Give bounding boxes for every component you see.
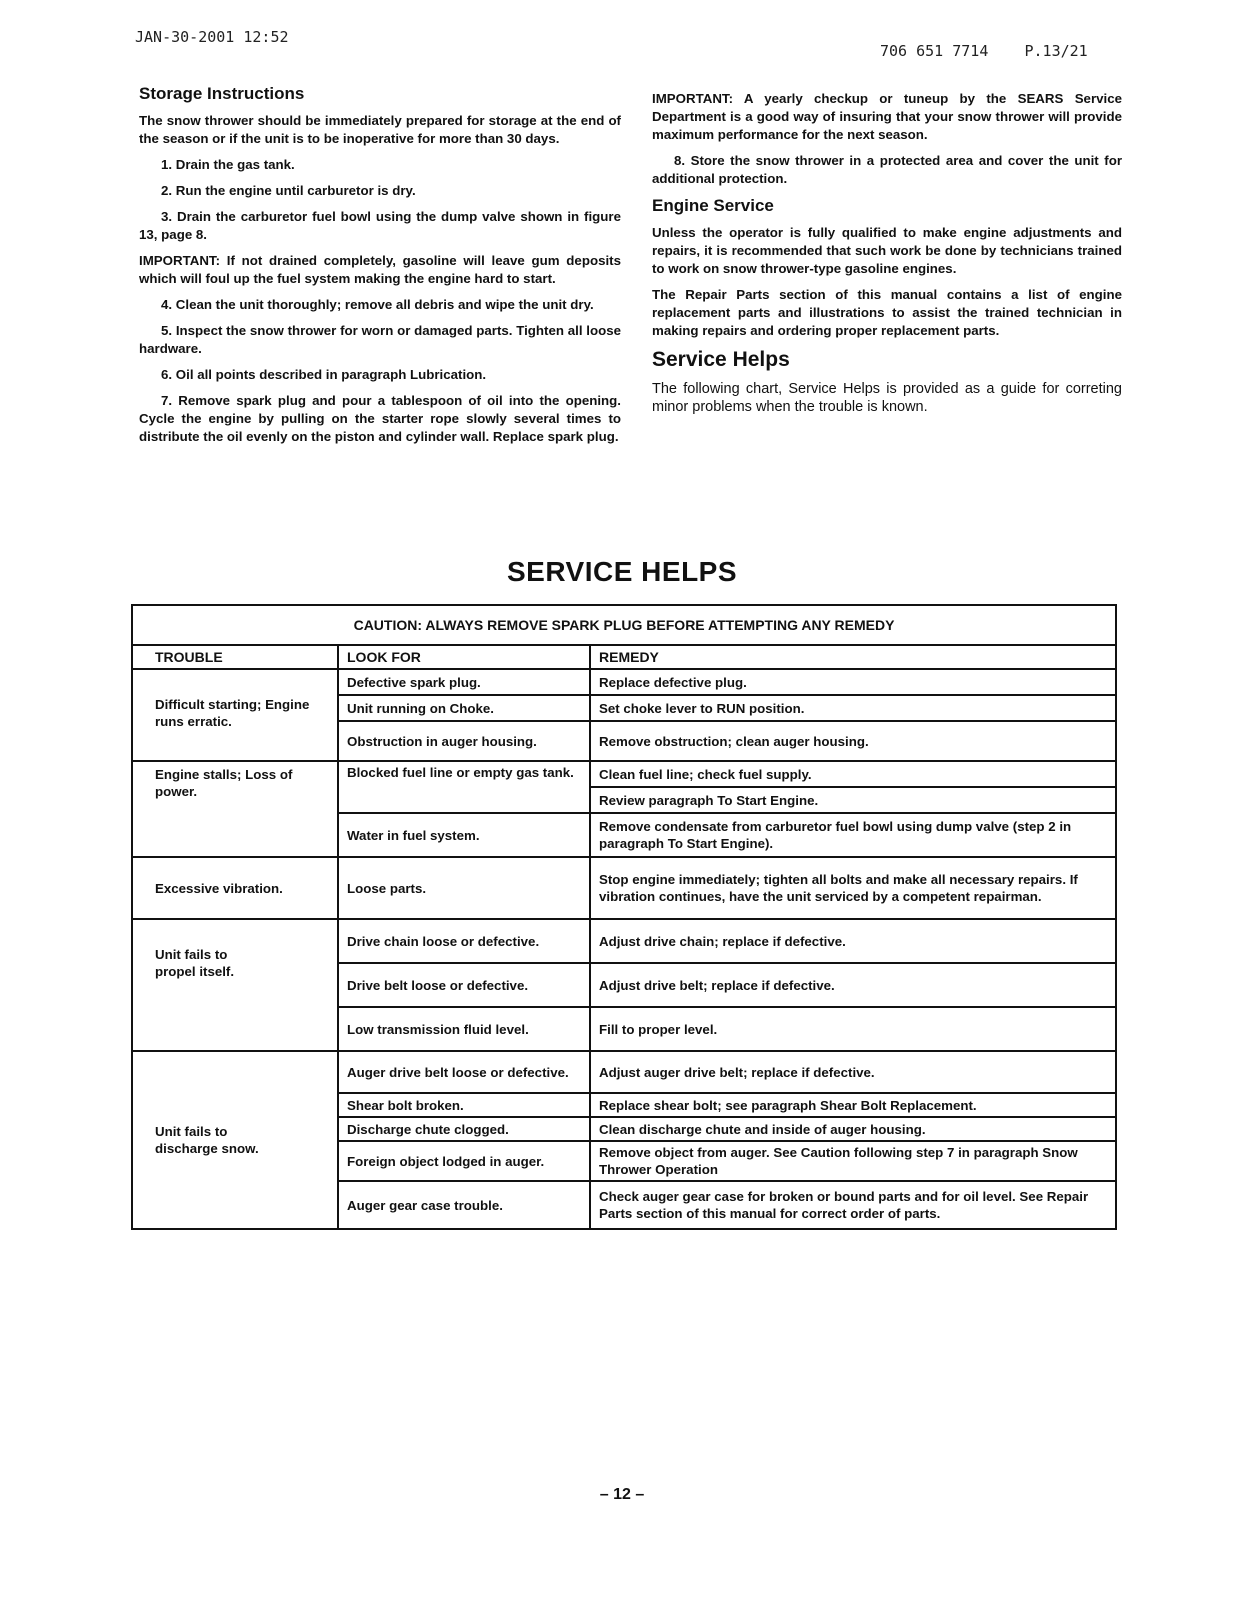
table-row xyxy=(132,669,1116,695)
look-for-cell: Foreign object lodged in auger. xyxy=(338,1141,590,1181)
remedy-cell: Adjust drive chain; replace if defective. xyxy=(590,919,1116,963)
look-for-cell: Auger drive belt loose or defective. xyxy=(338,1051,590,1093)
engine-service-heading: Engine Service xyxy=(652,196,774,215)
trouble-cell: Unit fails to propel itself. xyxy=(132,919,338,1051)
storage-step-2: 2. Run the engine until carburetor is dry. xyxy=(161,183,416,198)
fax-timestamp: JAN-30-2001 12:52 xyxy=(135,28,289,46)
storage-step-6: 6. Oil all points described in paragraph Lubrication. xyxy=(161,367,487,382)
important-label: IMPORTANT: xyxy=(139,253,221,268)
remedy-cell: Adjust auger drive belt; replace if defective. xyxy=(590,1051,1116,1093)
storage-step-8: 8. Store the snow thrower in a protected area and cover the unit for additional protection. xyxy=(652,153,1122,186)
look-for-cell: Water in fuel system. xyxy=(338,813,590,857)
storage-intro: The snow thrower should be immediately prepared for storage at the end of the season or if the unit is to be inoperative for more than 30 days. xyxy=(139,113,621,146)
important-text: A yearly checkup or tuneup by the SEARS Service Department is a good way of insuring that your snow thrower will provide maximum performance for the next season. xyxy=(652,91,1123,142)
trouble-cell: Unit fails to discharge snow. xyxy=(132,1051,338,1229)
remedy-cell: Replace defective plug. xyxy=(590,669,1116,695)
remedy-cell: Adjust drive belt; replace if defective. xyxy=(590,963,1116,1007)
remedy-cell: Check auger gear case for broken or bound parts and for oil level. See Repair Parts section of this manual for correct order of parts. xyxy=(590,1181,1116,1229)
remedy-cell: Remove condensate from carburetor fuel bowl using dump valve (step 2 in paragraph To Start Engine). xyxy=(590,813,1116,857)
remedy-cell: Fill to proper level. xyxy=(590,1007,1116,1051)
engine-service-p1: Unless the operator is fully qualified to make engine adjustments and repairs, it is recommended that such work be done by technicians trained to work on snow thrower-type gasoline engines. xyxy=(652,225,1122,276)
storage-instructions-column xyxy=(139,84,621,454)
remedy-cell: Clean discharge chute and inside of auger housing. xyxy=(590,1117,1116,1141)
right-column xyxy=(652,90,1122,424)
remedy-cell: Remove obstruction; clean auger housing. xyxy=(590,721,1116,761)
fax-phone-page: 706 651 7714 P.13/21 xyxy=(880,42,1088,60)
storage-step-7: 7. Remove spark plug and pour a tablespoon of oil into the opening. Cycle the engine by pulling on the starter rope slowly several times to distribute the oil evenly on the piston and cylinder wall. Replace spark plug. xyxy=(139,393,621,444)
yearly-checkup-note xyxy=(652,90,1122,144)
important-label: IMPORTANT: xyxy=(652,91,734,106)
look-for-cell: Unit running on Choke. xyxy=(338,695,590,721)
table-title: SERVICE HELPS xyxy=(506,556,738,587)
storage-step-4: 4. Clean the unit thoroughly; remove all debris and wipe the unit dry. xyxy=(161,297,594,312)
remedy-cell: Replace shear bolt; see paragraph Shear Bolt Replacement. xyxy=(590,1093,1116,1117)
important-text: If not drained completely, gasoline will leave gum deposits which will foul up the fuel system making the engine hard to start. xyxy=(139,253,621,286)
col-header-trouble: TROUBLE xyxy=(132,645,338,669)
storage-important xyxy=(139,252,621,288)
engine-service-p2: The Repair Parts section of this manual contains a list of engine replacement parts and illustrations to assist the trained technician in making repairs and ordering proper replacement parts. xyxy=(652,287,1122,338)
service-helps-heading: Service Helps xyxy=(652,348,790,371)
service-helps-table xyxy=(131,604,1115,1230)
remedy-cell: Set choke lever to RUN position. xyxy=(590,695,1116,721)
table-row xyxy=(132,857,1116,919)
caution-banner: CAUTION: ALWAYS REMOVE SPARK PLUG BEFORE ATTEMPTING ANY REMEDY xyxy=(132,605,1116,645)
trouble-cell: Difficult starting; Engine runs erratic. xyxy=(132,669,338,761)
page-number: – 12 – xyxy=(599,1486,645,1503)
remedy-cell: Stop engine immediately; tighten all bolts and make all necessary repairs. If vibration continues, have the unit serviced by a competent repairman. xyxy=(590,857,1116,919)
storage-step-5: 5. Inspect the snow thrower for worn or damaged parts. Tighten all loose hardware. xyxy=(139,323,621,356)
trouble-cell: Engine stalls; Loss of power. xyxy=(132,761,338,857)
look-for-cell: Auger gear case trouble. xyxy=(338,1181,590,1229)
table-row xyxy=(132,761,1116,787)
look-for-cell: Drive belt loose or defective. xyxy=(338,963,590,1007)
look-for-cell: Loose parts. xyxy=(338,857,590,919)
remedy-cell: Review paragraph To Start Engine. xyxy=(590,787,1116,813)
look-for-cell: Low transmission fluid level. xyxy=(338,1007,590,1051)
look-for-cell: Obstruction in auger housing. xyxy=(338,721,590,761)
trouble-cell: Excessive vibration. xyxy=(132,857,338,919)
look-for-cell: Drive chain loose or defective. xyxy=(338,919,590,963)
look-for-cell: Discharge chute clogged. xyxy=(338,1117,590,1141)
look-for-cell: Defective spark plug. xyxy=(338,669,590,695)
table-row xyxy=(132,1051,1116,1093)
storage-step-1: 1. Drain the gas tank. xyxy=(161,157,295,172)
col-header-remedy: REMEDY xyxy=(590,645,1116,669)
col-header-look-for: LOOK FOR xyxy=(338,645,590,669)
service-helps-intro: The following chart, Service Helps is provided as a guide for correting minor problems when the trouble is known. xyxy=(652,381,1122,415)
remedy-cell: Clean fuel line; check fuel supply. xyxy=(590,761,1116,787)
look-for-cell: Blocked fuel line or empty gas tank. xyxy=(338,761,590,813)
look-for-cell: Shear bolt broken. xyxy=(338,1093,590,1117)
storage-heading: Storage Instructions xyxy=(139,84,305,103)
table-row xyxy=(132,919,1116,963)
storage-step-3: 3. Drain the carburetor fuel bowl using the dump valve shown in figure 13, page 8. xyxy=(139,209,621,242)
remedy-cell: Remove object from auger. See Caution following step 7 in paragraph Snow Thrower Operation xyxy=(590,1141,1116,1181)
